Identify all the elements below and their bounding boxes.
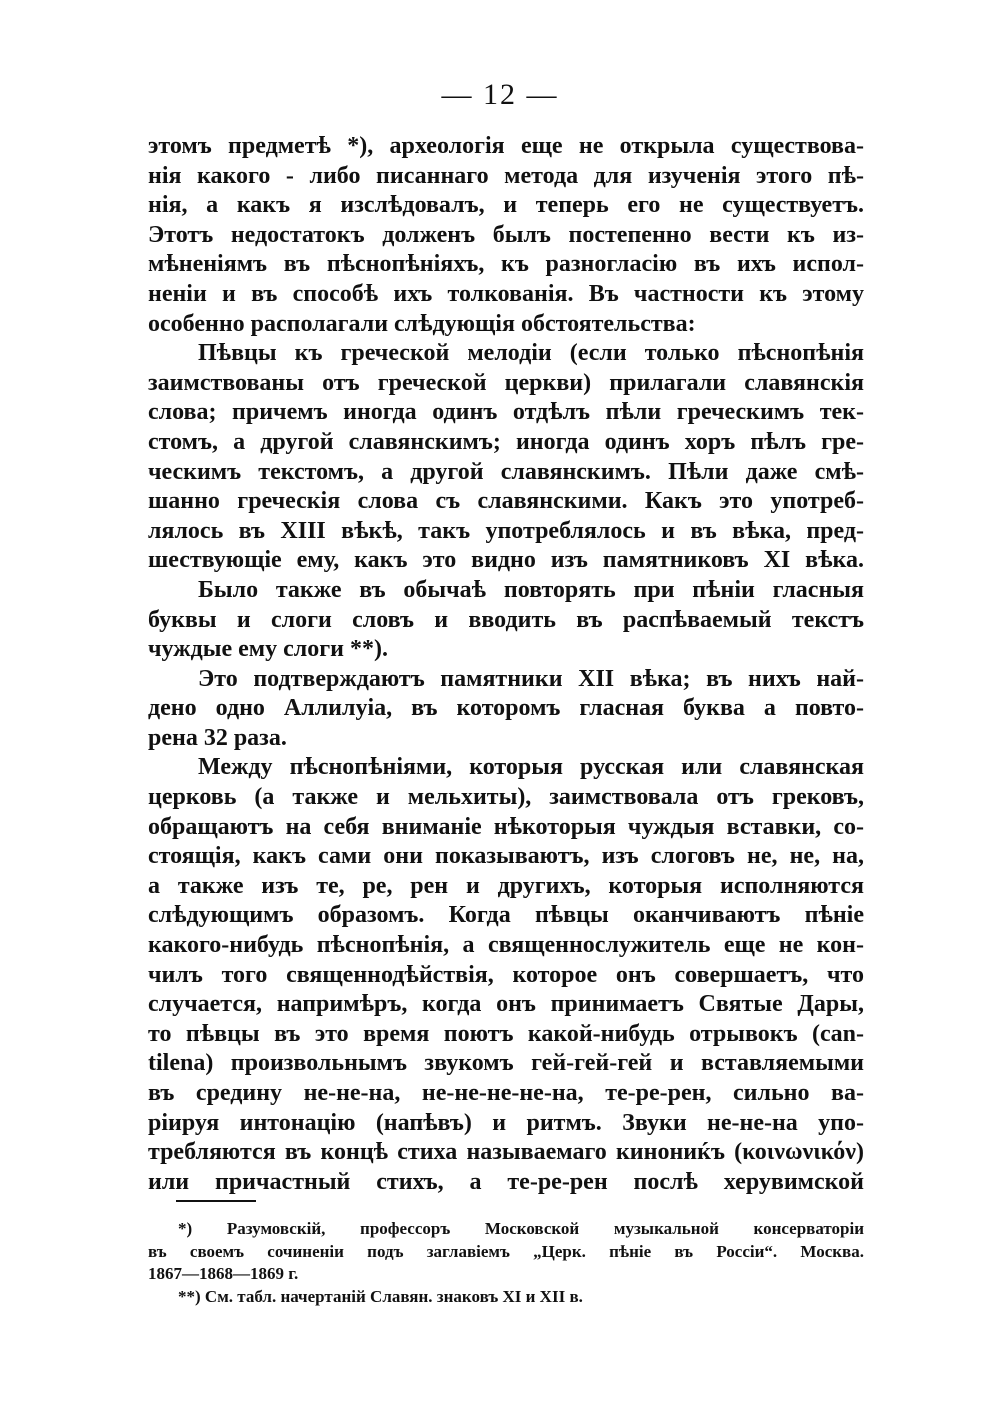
text-line: ческимъ текстомъ, а другой славянскимъ. Пѣли даже смѣ- [148, 458, 864, 485]
text-line: буквы и слоги словъ и вводить въ распѣваемый текстъ [148, 606, 864, 633]
body-text [148, 132, 864, 1197]
text-line: мѣненіямъ въ пѣснопѣніяхъ, къ разногласію въ ихъ испол- [148, 251, 864, 278]
text-line: или причастный стихъ, а те-ре-рен послѣ херувимской [148, 1168, 864, 1195]
text-line: церковь (а также и мельхиты), заимствовала отъ грековъ, [148, 784, 864, 811]
text-line: слѣдующимъ образомъ. Когда пѣвцы оканчиваютъ пѣніе [148, 902, 864, 929]
footnotes [148, 1218, 864, 1308]
text-line: tilena) произвольнымъ звукомъ гей-гей-гей и вставляемыми [148, 1050, 864, 1077]
footnote-line: *) Разумовскій, профессоръ Московской музыкальной консерваторіи [178, 1219, 864, 1238]
footnote-divider [176, 1200, 256, 1202]
text-line: случается, напримѣръ, когда онъ принимаетъ Святые Дары, [148, 991, 864, 1018]
text-line: въ средину не-не-на, не-не-не-не-на, те-ре-рен, сильно ва- [148, 1080, 864, 1106]
footnote-line: въ своемъ сочиненіи подъ заглавіемъ „Церк. пѣніе въ Россіи“. Москва. [148, 1241, 864, 1261]
text-line: особенно располагали слѣдующія обстоятельства: [148, 310, 696, 337]
text-line: Между пѣснопѣніями, которыя русская или славянская [198, 754, 864, 781]
text-line: Было также въ обычаѣ повторять при пѣніи гласныя [198, 576, 864, 603]
text-line: шествующіе ему, какъ это видно изъ памятниковъ XI вѣка. [148, 547, 864, 574]
text-line: шанно греческія слова съ славянскими. Какъ это употреб- [148, 488, 864, 515]
text-line: обращаютъ на себя вниманіе нѣкоторыя чуждыя вставки, со- [148, 813, 864, 840]
text-line: заимствованы отъ греческой церкви) прилагали славянскія [148, 369, 864, 396]
text-line: а также изъ те, ре, рен и другихъ, которыя исполняются [148, 872, 864, 899]
text-line: слова; причемъ иногда одинъ отдѣлъ пѣли греческимъ тек- [148, 399, 864, 426]
text-line: лялось въ XIII вѣкѣ, такъ употреблялось и въ вѣка, пред- [148, 517, 864, 544]
text-line: Это подтверждаютъ памятники XII вѣка; въ нихъ най- [198, 665, 864, 692]
text-line: этомъ предметѣ *), археологія еще не открыла существова- [148, 133, 864, 159]
text-line: Этотъ недостатокъ долженъ былъ постепенно вести къ из- [148, 221, 864, 248]
text-line: ріируя интонацію (напѣвъ) и ритмъ. Звуки не-не-на упо- [148, 1109, 864, 1136]
text-line: нія, а какъ я изслѣдовалъ, и теперь его не существуетъ. [148, 192, 864, 219]
text-line: рена 32 раза. [148, 724, 287, 751]
text-line: дено одно Аллилуіа, въ которомъ гласная буква а повто- [148, 695, 864, 722]
text-line: требляются въ концѣ стиха называемаго кинониќъ (κοινωνικόν) [148, 1139, 864, 1166]
text-line: неніи и въ способѣ ихъ толкованія. Въ частности къ этому [148, 280, 864, 307]
text-line: то пѣвцы въ это время поютъ какой-нибудь отрывокъ (can- [148, 1020, 864, 1047]
page-number: — 12 — [441, 78, 559, 111]
footnote-line: **) См. табл. начертаній Славян. знаковъ XI и XII в. [178, 1286, 583, 1306]
text-line: Пѣвцы къ греческой мелодіи (если только пѣснопѣнія [198, 340, 864, 367]
text-line: стомъ, а другой славянскимъ; иногда одинъ хоръ пѣлъ гре- [148, 428, 864, 455]
text-line: нія какого - либо писаннаго метода для изученія этого пѣ- [148, 162, 864, 189]
text-line: чилъ того священнодѣйствія, которое онъ совершаетъ, что [148, 961, 864, 988]
text-line: чуждые ему слоги **). [148, 636, 388, 663]
footnote-line: 1867—1868—1869 г. [148, 1264, 299, 1283]
text-line: стоящія, какъ сами они показываютъ, изъ слоговъ не, не, на, [148, 843, 864, 870]
text-line: какого-нибудь пѣснопѣнія, а священнослужитель еще не кон- [148, 932, 864, 959]
